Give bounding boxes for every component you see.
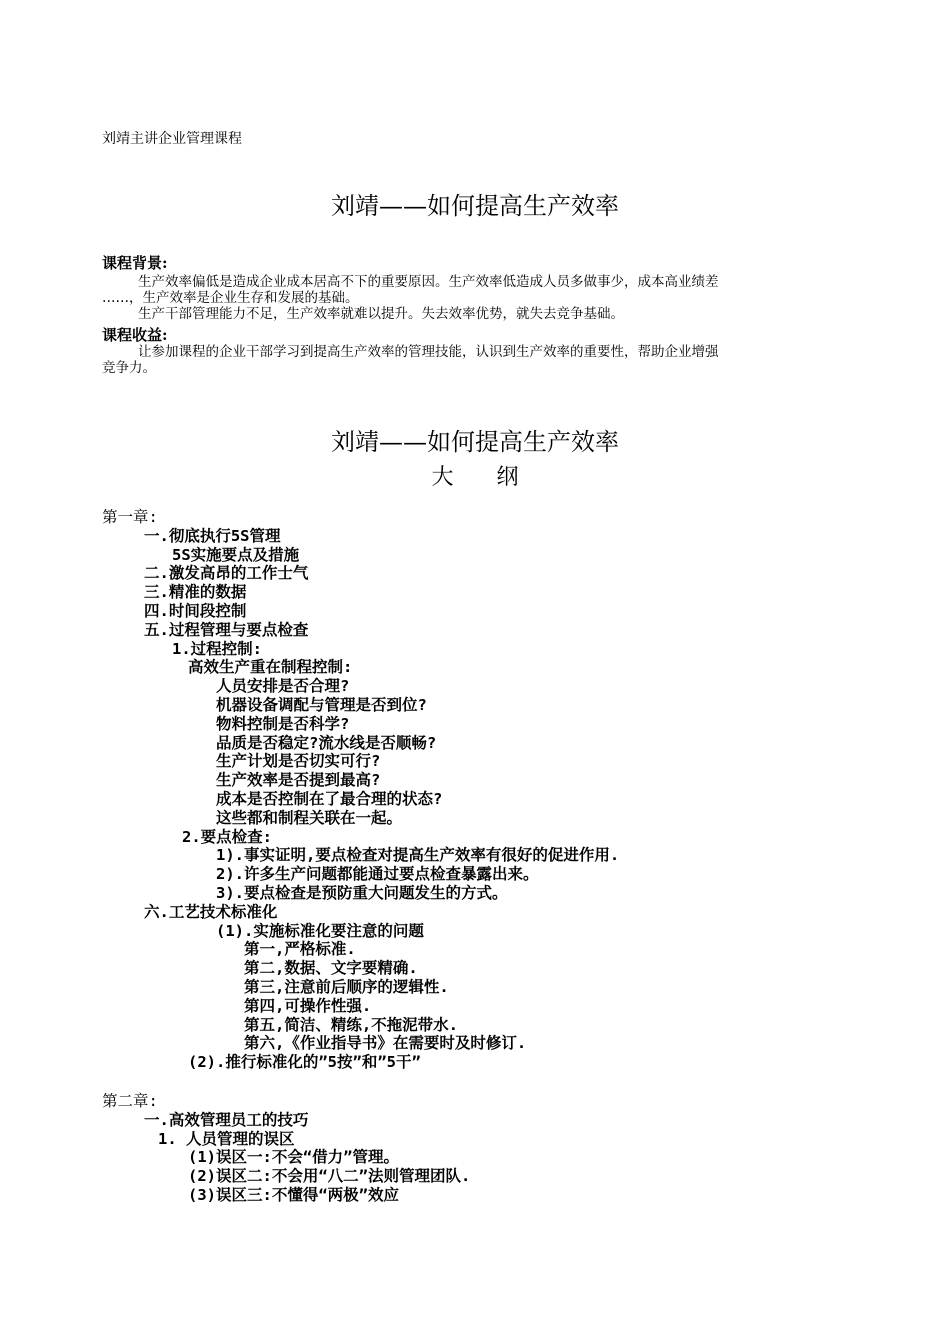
chapter-heading: 第一章: [102,508,158,526]
benefit-paragraph [102,344,858,376]
outline-list [102,508,902,1205]
outline-item: 六.工艺技术标准化 [144,902,278,921]
outline-item: 1. 人员管理的误区 [158,1129,295,1148]
background-line-2: ……，生产效率是企业生存和发展的基础。 [102,290,359,306]
outline-item: 物料控制是否科学? [216,714,350,733]
outline-subtitle: 大 纲 [431,465,537,490]
course-title: 刘靖——如何提高生产效率 [331,192,619,220]
background-heading: 课程背景: [102,254,168,272]
outline-item: (3)误区三:不懂得“两极”效应 [188,1185,399,1204]
outline-item: 高效生产重在制程控制: [188,658,353,677]
outline-item: 人员安排是否合理? [216,677,350,696]
outline-item: 1).事实证明,要点检查对提高生产效率有很好的促进作用. [216,846,620,865]
benefit-line-2: 竞争力。 [102,360,156,376]
outline-item: 机器设备调配与管理是否到位? [216,695,427,714]
outline-item: 3).要点检查是预防重大问题发生的方式。 [216,883,508,902]
outline-item: 生产效率是否提到最高? [216,771,381,790]
outline-item: 第二,数据、文字要精确. [244,959,418,978]
outline-item: (1).实施标准化要注意的问题 [216,921,424,940]
outline-item: 三.精准的数据 [144,583,247,602]
outline-item: 二.激发高昂的工作士气 [144,564,309,583]
background-paragraph [102,274,858,322]
outline-item: 第四,可操作性强. [244,996,372,1015]
outline-item: 第六,《作业指导书》在需要时及时修订. [244,1034,527,1053]
background-line-3: 生产干部管理能力不足，生产效率就难以提升。失去效率优势，就失去竞争基础。 [138,306,624,322]
page-header: 刘靖主讲企业管理课程 [102,131,242,147]
outline-item: 2.要点检查: [182,827,272,846]
chapter-heading: 第二章: [102,1091,158,1110]
outline-item: (1)误区一:不会“借力”管理。 [188,1148,399,1167]
outline-item: 五.过程管理与要点检查 [144,620,309,639]
outline-item: 2).许多生产问题都能通过要点检查暴露出来。 [216,865,539,884]
outline-item: (2).推行标准化的”5按”和”5干” [188,1053,421,1072]
benefit-line-1: 让参加课程的企业干部学习到提高生产效率的管理技能，认识到生产效率的重要性，帮助企业增强 [138,344,719,360]
background-line-1: 生产效率偏低是造成企业成本居高不下的重要原因。生产效率低造成人员多做事少，成本高业绩差 [138,274,719,290]
outline-item: 5S实施要点及措施 [172,545,300,564]
outline-item: (2)误区二:不会用“八二”法则管理团队. [188,1167,471,1186]
benefit-heading: 课程收益: [102,326,168,344]
outline-item: 成本是否控制在了最合理的状态? [216,789,443,808]
outline-title: 刘靖——如何提高生产效率 [331,428,619,456]
outline-item: 第一,严格标准. [244,940,356,959]
outline-item: 1.过程控制: [172,639,262,658]
outline-item: 生产计划是否切实可行? [216,752,381,771]
outline-item: 这些都和制程关联在一起。 [216,808,403,827]
outline-item: 四.时间段控制 [144,601,247,620]
outline-item: 一.高效管理员工的技巧 [144,1110,309,1129]
outline-item: 一.彻底执行5S管理 [144,526,281,545]
outline-item: 第三,注意前后顺序的逻辑性. [244,977,449,996]
outline-item: 品质是否稳定?流水线是否顺畅? [216,733,437,752]
outline-item: 第五,简洁、精练,不拖泥带水. [244,1015,458,1034]
